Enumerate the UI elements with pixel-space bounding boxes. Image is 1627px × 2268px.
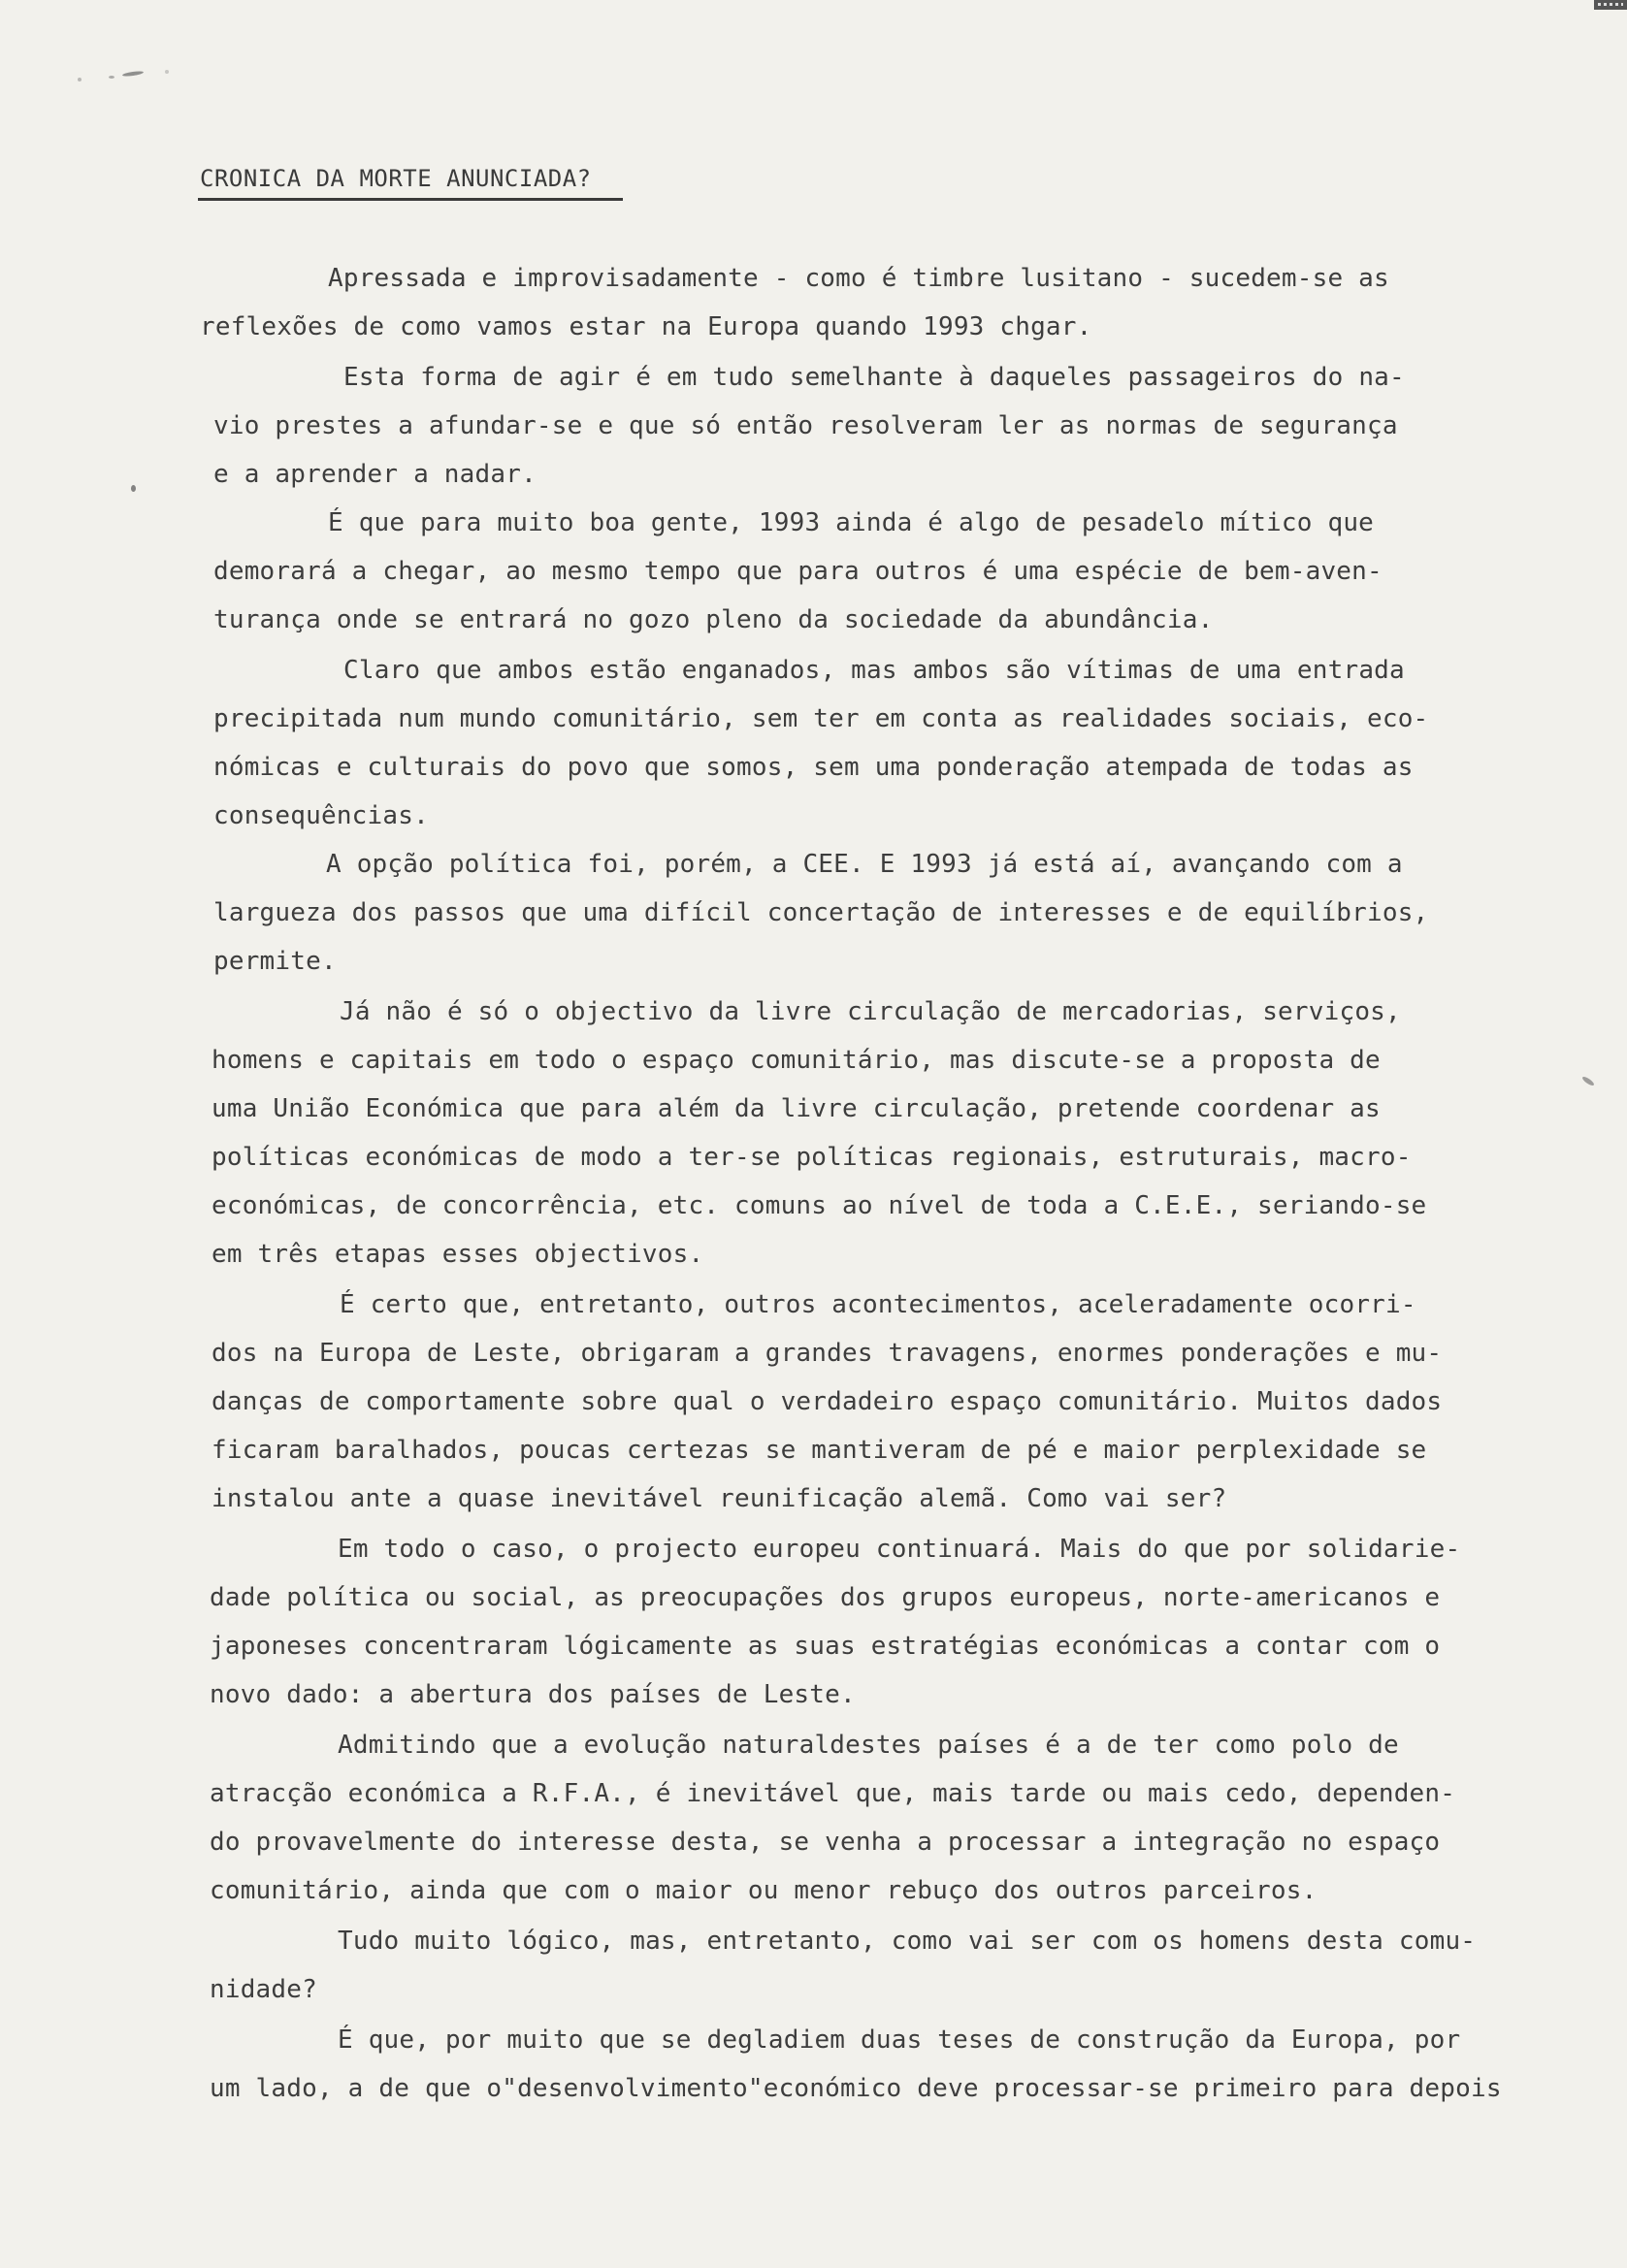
ink-smudge [165, 70, 169, 74]
ink-smudge [131, 485, 136, 492]
text-line: comunitário, ainda que com o maior ou menor rebuço dos outros parceiros. [210, 1876, 1318, 1905]
document-title: CRONICA DA MORTE ANUNCIADA? [200, 165, 592, 192]
text-line: e a aprender a nadar. [213, 460, 537, 489]
text-line: É que, por muito que se degladiem duas teses de construção da Europa, por [338, 2025, 1461, 2055]
text-line: consequências. [213, 801, 429, 830]
text-line: Tudo muito lógico, mas, entretanto, como vai ser com os homens desta comu- [338, 1927, 1477, 1956]
archive-corner-mark [1594, 0, 1627, 10]
text-line: Esta forma de agir é em tudo semelhante à daqueles passageiros do na- [343, 363, 1405, 392]
ink-smudge [1581, 1075, 1595, 1086]
ink-smudge [122, 70, 144, 77]
text-line: Em todo o caso, o projecto europeu continuará. Mais do que por solidarie- [338, 1535, 1461, 1564]
text-line: precipitada num mundo comunitário, sem ter em conta as realidades sociais, eco- [213, 704, 1429, 733]
text-line: É certo que, entretanto, outros acontecimentos, aceleradamente ocorri- [340, 1290, 1416, 1319]
text-line: vio prestes a afundar-se e que só então resolveram ler as normas de segurança [213, 411, 1398, 440]
text-line: políticas económicas de modo a ter-se políticas regionais, estruturais, macro- [212, 1143, 1412, 1172]
title-underline [198, 198, 623, 201]
text-line: dos na Europa de Leste, obrigaram a grandes travagens, enormes ponderações e mu- [212, 1339, 1443, 1368]
text-line: japoneses concentraram lógicamente as suas estratégias económicas a contar com o [210, 1632, 1441, 1661]
ink-smudge [78, 78, 81, 81]
text-line: reflexões de como vamos estar na Europa quando 1993 chgar. [200, 312, 1092, 341]
text-line: económicas, de concorrência, etc. comuns ao nível de toda a C.E.E., seriando-se [212, 1191, 1427, 1220]
text-line: demorará a chegar, ao mesmo tempo que para outros é uma espécie de bem-aven- [213, 557, 1383, 586]
text-line: novo dado: a abertura dos países de Leste. [210, 1680, 856, 1709]
ink-smudge [109, 76, 114, 79]
text-line: turança onde se entrará no gozo pleno da sociedade da abundância. [213, 605, 1214, 634]
text-line: A opção política foi, porém, a CEE. E 1993 já está aí, avançando com a [326, 850, 1403, 879]
text-line: permite. [213, 947, 337, 976]
text-line: largueza dos passos que uma difícil concertação de interesses e de equilíbrios, [213, 898, 1429, 927]
text-line: um lado, a de que o"desenvolvimento"económico deve processar-se primeiro para depois [210, 2074, 1502, 2103]
text-line: ficaram baralhados, poucas certezas se mantiveram de pé e maior perplexidade se [212, 1436, 1427, 1465]
text-line: atracção económica a R.F.A., é inevitável que, mais tarde ou mais cedo, dependen- [210, 1779, 1456, 1808]
text-line: instalou ante a quase inevitável reunificação alemã. Como vai ser? [212, 1484, 1227, 1513]
text-line: nidade? [210, 1975, 317, 2004]
text-line: Apressada e improvisadamente - como é timbre lusitano - sucedem-se as [328, 264, 1389, 293]
text-line: uma União Económica que para além da livre circulação, pretende coordenar as [212, 1094, 1381, 1123]
text-line: do provavelmente do interesse desta, se venha a processar a integração no espaço [210, 1828, 1441, 1857]
text-line: dade política ou social, as preocupações dos grupos europeus, norte-americanos e [210, 1583, 1441, 1612]
text-line: em três etapas esses objectivos. [212, 1240, 704, 1269]
text-line: É que para muito boa gente, 1993 ainda é algo de pesadelo mítico que [328, 508, 1375, 537]
text-line: Admitindo que a evolução naturaldestes países é a de ter como polo de [338, 1731, 1399, 1760]
text-line: danças de comportamente sobre qual o verdadeiro espaço comunitário. Muitos dados [212, 1387, 1443, 1416]
text-line: Claro que ambos estão enganados, mas ambos são vítimas de uma entrada [343, 656, 1405, 685]
text-line: Já não é só o objectivo da livre circulação de mercadorias, serviços, [340, 997, 1401, 1026]
text-line: homens e capitais em todo o espaço comunitário, mas discute-se a proposta de [212, 1046, 1381, 1075]
text-line: nómicas e culturais do povo que somos, sem uma ponderação atempada de todas as [213, 753, 1414, 782]
